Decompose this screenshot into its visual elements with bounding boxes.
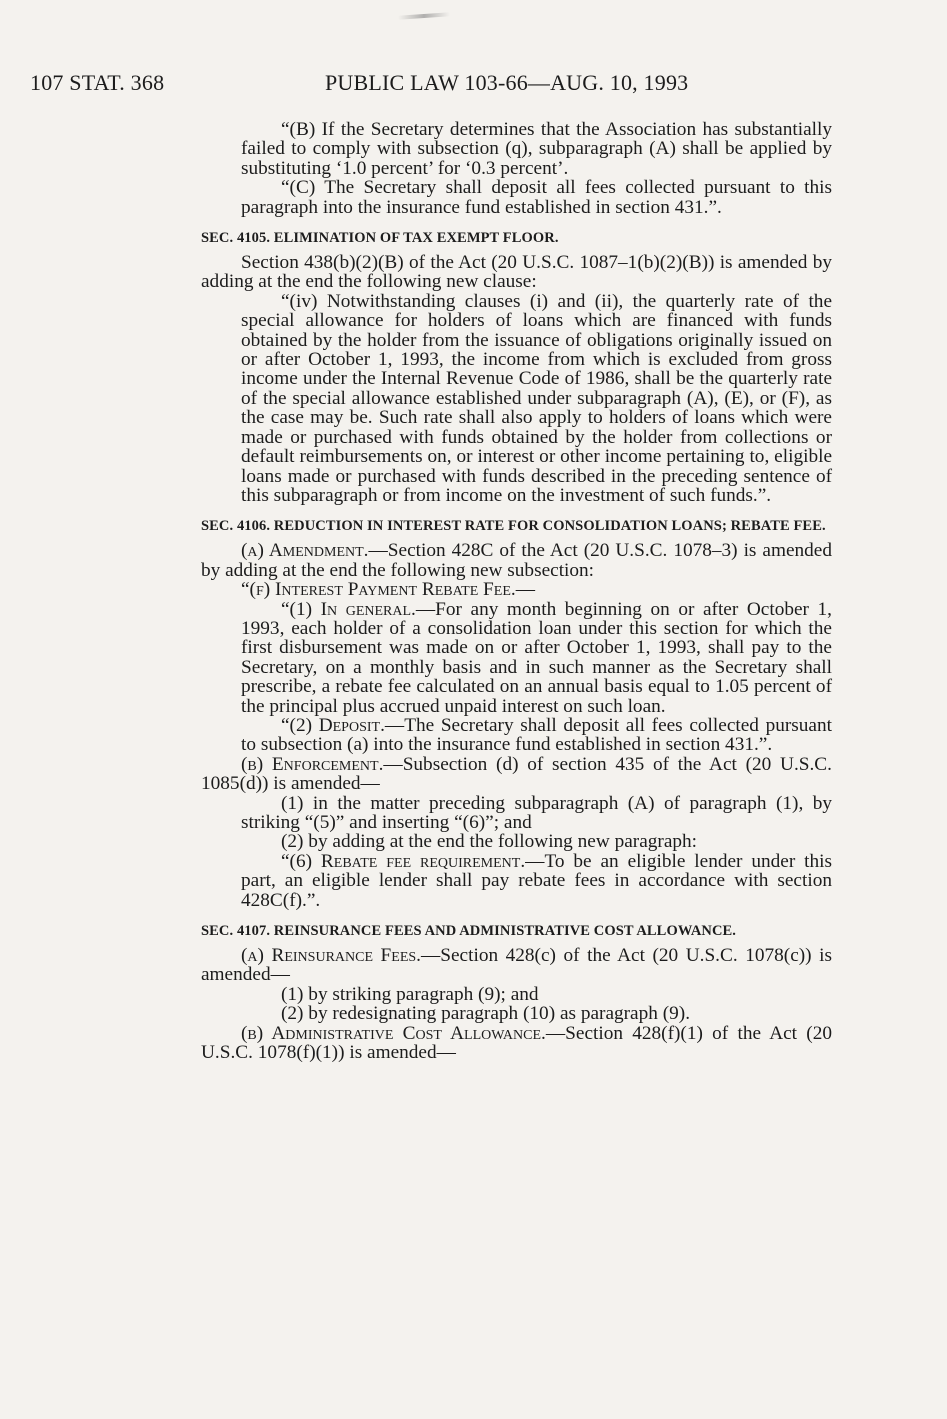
- paragraph-6-caption: “(6) Rebate fee requirement.: [281, 850, 526, 872]
- law-title: PUBLIC LAW 103-66—AUG. 10, 1993: [325, 70, 689, 95]
- paragraph-f2-text: —The Secretary shall deposit all fees collected pursuant to subsection (a) into the insurance fund established in section 431.”.: [241, 714, 832, 756]
- paragraph-f1-text: —For any month beginning on or after October 1, 1993, each holder of a consolidation loan under this section for which the first disbursement was made on or after October 1, 1993, shall pay to the Secretary, on a monthly basis and in such manner as the Secretary shall prescribe, a rebate fee calculated on an annual basis equal to 1.05 percent of the principal plus accrued unpaid interest on such loan.: [241, 598, 833, 717]
- clause-iv: “(iv) Notwithstanding clauses (i) and (ii), the quarterly rate of the special allowance for holders of loans which are financed with funds obtained by the holder from the issuance of obligations originally issued on or after October 1, 1993, the income from which is excluded from gross income under the Internal Revenue Code of 1986, shall be the quarterly rate of the special allowance established under subparagraph (A), (E), or (F), as the case may be. Such rate shall also apply to holders of loans which were made or purchased with funds obtained by the holder from collections or default reimbursements on, or interest or other income pertaining to, eligible loans made or purchased with funds described in the preceding sentence of this subparagraph or from income on the investment of such funds.”.: [241, 290, 832, 506]
- subsection-a-amendment: [201, 541, 832, 580]
- admin-cost-caption: (b) Administrative Cost Allowance.: [241, 1022, 546, 1044]
- subsection-a-text: —Section 428C of the Act (20 U.S.C. 1078–3) is amended by adding at the end the following new subsection:: [201, 540, 832, 581]
- reinsurance-text: —Section 428(c) of the Act (20 U.S.C. 1078(c)) is amended—: [201, 945, 832, 986]
- subsection-b-text: —Subsection (d) of section 435 of the Act (20 U.S.C. 1085(d)) is amended—: [201, 753, 832, 795]
- subsection-f-caption: “(f) Interest Payment Rebate Fee.: [241, 579, 516, 601]
- subsection-b-caption: (b) Enforcement.: [241, 753, 384, 775]
- section-4105-heading: SEC. 4105. ELIMINATION OF TAX EXEMPT FLOOR.: [201, 230, 559, 247]
- paragraph-f1: [201, 600, 832, 716]
- scan-smudge: [398, 12, 450, 20]
- section-4105-intro: Section 438(b)(2)(B) of the Act (20 U.S.C. 1087–1(b)(2)(B)) is amended by adding at the end the following new clause:: [201, 252, 832, 293]
- paragraph-f2-caption: “(2) Deposit.: [281, 714, 385, 736]
- section-4107-heading: SEC. 4107. REINSURANCE FEES AND ADMINISTRATIVE COST ALLOWANCE.: [201, 923, 737, 940]
- subsection-b-enforcement: [201, 755, 832, 794]
- amendment-a2: (2) by redesignating paragraph (10) as paragraph (9).: [281, 1003, 691, 1025]
- paragraph-f1-caption: “(1) In general.: [281, 598, 416, 620]
- running-head: [30, 70, 890, 100]
- paragraph-6: [201, 852, 832, 910]
- subsection-b-admin-cost: [201, 1024, 832, 1063]
- paragraph-f2: [201, 716, 832, 755]
- amendment-b1: (1) in the matter preceding subparagraph (A) of paragraph (1), by striking “(5)” and inserting “(6)”; and: [241, 792, 832, 833]
- section-4106-heading: SEC. 4106. REDUCTION IN INTEREST RATE FOR CONSOLIDATION LOANS; REBATE FEE.: [201, 518, 826, 535]
- reinsurance-caption: (a) Reinsurance Fees.: [241, 945, 421, 967]
- subsection-f-dash: —: [515, 579, 535, 601]
- amendment-b2: (2) by adding at the end the following new paragraph:: [281, 831, 698, 853]
- document-body: [201, 120, 832, 1062]
- paragraph-6-text: —To be an eligible lender under this part, an eligible lender shall pay rebate fees in accordance with section 428C(f).”.: [241, 850, 832, 911]
- admin-cost-text: —Section 428(f)(1) of the Act (20 U.S.C. 1078(f)(1)) is amended—: [201, 1022, 832, 1064]
- amendment-a1: (1) by striking paragraph (9); and: [281, 983, 539, 1005]
- subparagraph-b: “(B) If the Secretary determines that the Association has substantially failed to comply with subsection (q), subparagraph (A) shall be applied by substituting ‘1.0 percent’ for ‘0.3 percent’.: [241, 119, 832, 179]
- subsection-a-caption: (a) Amendment.: [241, 540, 369, 562]
- statute-page-ref: 107 STAT. 368: [30, 70, 165, 95]
- subsection-a-reinsurance: [201, 946, 832, 985]
- subparagraph-c: “(C) The Secretary shall deposit all fees collected pursuant to this paragraph into the insurance fund established in section 431.”.: [241, 177, 832, 218]
- subsection-f-heading: [201, 580, 832, 599]
